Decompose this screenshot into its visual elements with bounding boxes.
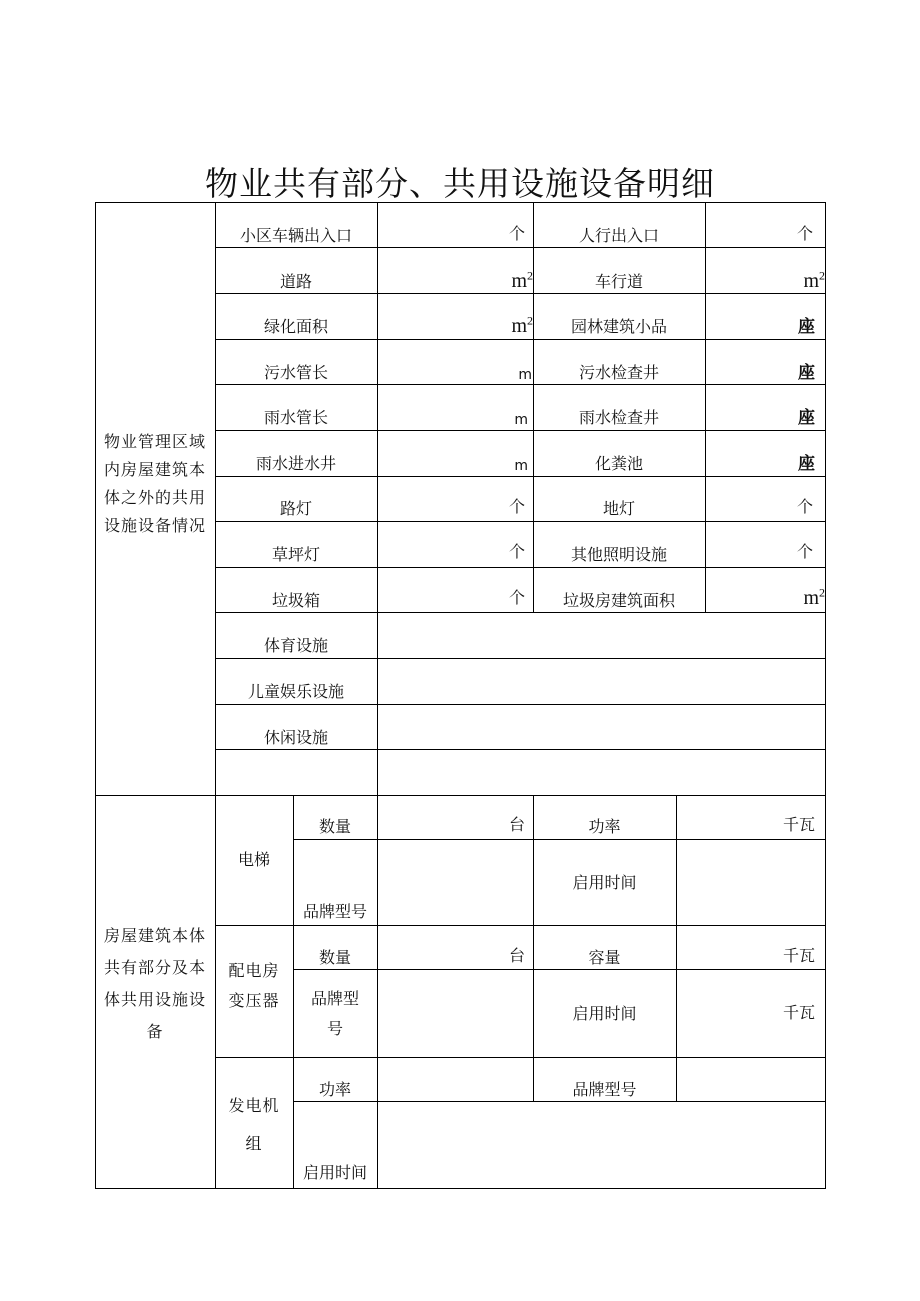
elevator-label: 电梯 bbox=[237, 850, 270, 869]
wide-row-label: 体育设施 bbox=[263, 636, 328, 655]
transformer-qty-unit: 台 bbox=[508, 946, 525, 965]
row-unit: 个 bbox=[508, 542, 525, 561]
transformer-qty-label: 数量 bbox=[318, 948, 351, 967]
row-label: 污水管长 bbox=[263, 363, 328, 382]
row-label: 人行出入口 bbox=[578, 226, 659, 245]
row-unit: 个 bbox=[508, 224, 525, 243]
row-unit: $m^2$ bbox=[511, 268, 533, 292]
row-label: 地灯 bbox=[602, 499, 635, 518]
row-label: 道路 bbox=[279, 272, 312, 291]
row-unit: 座 bbox=[798, 317, 815, 337]
page-title: 物业共有部分、共用设施设备明细 bbox=[205, 164, 715, 203]
transformer-cap-label: 容量 bbox=[588, 948, 621, 967]
row-label: 小区车辆出入口 bbox=[239, 226, 352, 245]
row-unit: 座 bbox=[798, 408, 815, 428]
transformer-start-unit: 千瓦 bbox=[782, 1003, 815, 1022]
transformer-model-label: 品牌型 号 bbox=[310, 989, 359, 1038]
row-unit: 个 bbox=[796, 497, 813, 516]
elevator-power-label: 功率 bbox=[588, 817, 621, 836]
wide-row-label: 休闲设施 bbox=[263, 728, 328, 747]
transformer-start-label: 启用时间 bbox=[572, 1004, 637, 1023]
row-label: 污水检查井 bbox=[578, 363, 659, 382]
elevator-model-label: 品牌型号 bbox=[302, 902, 367, 921]
elevator-qty-unit: 台 bbox=[508, 815, 525, 834]
row-unit: 个 bbox=[796, 224, 813, 243]
row-unit: 个 bbox=[508, 588, 525, 607]
transformer-cap-unit: 千瓦 bbox=[782, 946, 815, 965]
row-label: 垃圾箱 bbox=[271, 591, 320, 610]
row-label: 雨水管长 bbox=[263, 408, 328, 427]
row-label: 雨水进水井 bbox=[255, 454, 336, 473]
row-unit: 座 bbox=[798, 454, 815, 474]
row-label: 草坪灯 bbox=[271, 545, 320, 564]
generator-label: 发电机 组 bbox=[228, 1096, 280, 1153]
row-unit: m bbox=[514, 412, 528, 428]
section1-heading: 物业管理区域 内房屋建筑本 体之外的共用 设施设备情况 bbox=[103, 432, 206, 535]
elevator-power-unit: 千瓦 bbox=[782, 815, 815, 834]
row-unit: 座 bbox=[798, 363, 815, 383]
row-label: 绿化面积 bbox=[263, 317, 328, 336]
wide-row-label: 儿童娱乐设施 bbox=[247, 682, 344, 701]
row-label: 路灯 bbox=[279, 499, 312, 518]
row-unit: $m^2$ bbox=[511, 313, 533, 337]
transformer-label: 配电房 变压器 bbox=[228, 961, 280, 1010]
row-unit: m bbox=[514, 458, 528, 474]
row-unit: 个 bbox=[796, 542, 813, 561]
generator-model-label: 品牌型号 bbox=[572, 1080, 637, 1099]
row-label: 其他照明设施 bbox=[570, 545, 667, 564]
elevator-qty-label: 数量 bbox=[318, 817, 351, 836]
elevator-start-label: 启用时间 bbox=[572, 873, 637, 892]
row-unit: m bbox=[518, 367, 532, 383]
row-label: 车行道 bbox=[594, 272, 643, 291]
row-unit: $m^2$ bbox=[803, 585, 825, 609]
row-label: 垃圾房建筑面积 bbox=[562, 591, 675, 610]
row-unit: $m^2$ bbox=[803, 268, 825, 292]
section2-heading: 房屋建筑本体 共有部分及本 体共用设施设 备 bbox=[103, 926, 206, 1041]
generator-start-label: 启用时间 bbox=[302, 1163, 367, 1182]
row-unit: 个 bbox=[508, 497, 525, 516]
generator-power-label: 功率 bbox=[318, 1080, 351, 1099]
row-label: 雨水检查井 bbox=[578, 408, 659, 427]
row-label: 园林建筑小品 bbox=[570, 317, 667, 336]
row-label: 化粪池 bbox=[594, 454, 643, 473]
